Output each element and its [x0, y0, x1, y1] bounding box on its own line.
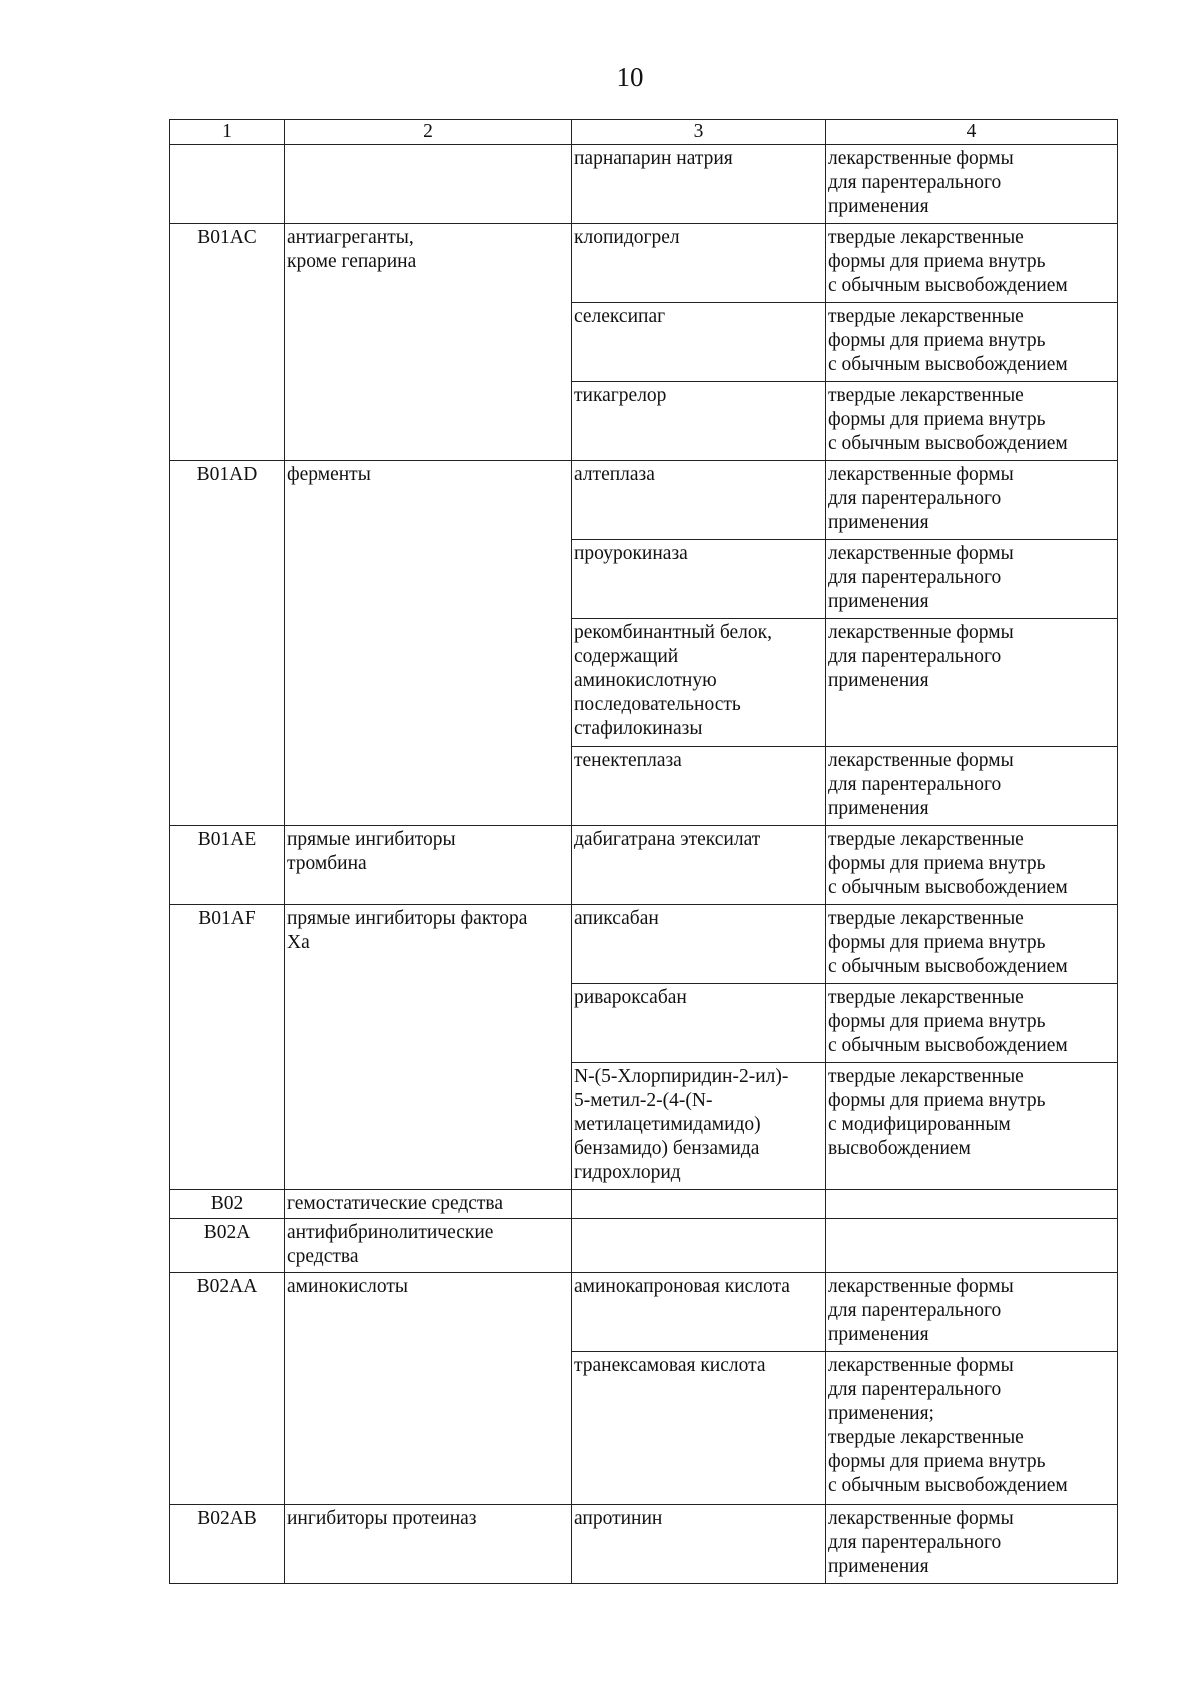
header-col-4: 4	[826, 120, 1118, 145]
dosage-form-cell: лекарственные формы для парентерального применения	[826, 619, 1118, 747]
header-col-1: 1	[170, 120, 285, 145]
dosage-form-cell: твердые лекарственные формы для приема внутрь с обычным высвобождением	[826, 303, 1118, 382]
drug-cell: ривароксабан	[572, 984, 826, 1063]
atc-code-cell: B02AA	[170, 1273, 285, 1505]
atc-code-cell: B01AD	[170, 461, 285, 826]
dosage-form-cell: лекарственные формы для парентерального применения	[826, 1273, 1118, 1352]
table-header-row	[170, 120, 1118, 145]
dosage-form-cell: лекарственные формы для парентерального применения	[826, 461, 1118, 540]
dosage-form-cell: твердые лекарственные формы для приема внутрь с обычным высвобождением	[826, 382, 1118, 461]
atc-code-cell: B01AC	[170, 224, 285, 461]
drug-cell: дабигатрана этексилат	[572, 826, 826, 905]
atc-code-cell: B01AF	[170, 905, 285, 1190]
drug-cell: тикагрелор	[572, 382, 826, 461]
table-row	[170, 1505, 1118, 1584]
dosage-form-cell	[826, 1219, 1118, 1273]
table-row	[170, 905, 1118, 984]
group-cell: гемостатические средства	[285, 1190, 572, 1219]
dosage-form-cell: лекарственные формы для парентерального применения	[826, 145, 1118, 224]
drug-cell: алтеплаза	[572, 461, 826, 540]
header-col-3: 3	[572, 120, 826, 145]
atc-code-cell	[170, 145, 285, 224]
drug-cell	[572, 1190, 826, 1219]
dosage-form-cell	[826, 1190, 1118, 1219]
drug-cell: парнапарин натрия	[572, 145, 826, 224]
drug-cell: аминокапроновая кислота	[572, 1273, 826, 1352]
group-cell: аминокислоты	[285, 1273, 572, 1505]
group-cell	[285, 145, 572, 224]
group-cell: ингибиторы протеиназ	[285, 1505, 572, 1584]
table-row	[170, 826, 1118, 905]
dosage-form-cell: твердые лекарственные формы для приема внутрь с обычным высвобождением	[826, 224, 1118, 303]
table-row	[170, 224, 1118, 303]
atc-code-cell: B02AB	[170, 1505, 285, 1584]
table-row	[170, 1190, 1118, 1219]
dosage-form-cell: твердые лекарственные формы для приема внутрь с обычным высвобождением	[826, 826, 1118, 905]
header-col-2: 2	[285, 120, 572, 145]
drug-cell	[572, 1219, 826, 1273]
dosage-form-cell: твердые лекарственные формы для приема внутрь с обычным высвобождением	[826, 905, 1118, 984]
table-row	[170, 461, 1118, 540]
drug-cell: тенектеплаза	[572, 747, 826, 826]
atc-code-cell: B02	[170, 1190, 285, 1219]
group-cell: антифибринолитические средства	[285, 1219, 572, 1273]
atc-code-cell: B02A	[170, 1219, 285, 1273]
drug-cell: N-(5-Хлорпиридин-2-ил)- 5-метил-2-(4-(N- метилацетимидамидо) бензамидо) бензамида гидрохлорид	[572, 1063, 826, 1190]
drug-cell: селексипаг	[572, 303, 826, 382]
drug-cell: транексамовая кислота	[572, 1352, 826, 1505]
group-cell: антиагреганты, кроме гепарина	[285, 224, 572, 461]
drug-table	[169, 119, 1118, 1584]
drug-cell: проурокиназа	[572, 540, 826, 619]
dosage-form-cell: лекарственные формы для парентерального применения	[826, 747, 1118, 826]
atc-code-cell: B01AE	[170, 826, 285, 905]
table-row	[170, 145, 1118, 224]
group-cell: ферменты	[285, 461, 572, 826]
dosage-form-cell: твердые лекарственные формы для приема внутрь с обычным высвобождением	[826, 984, 1118, 1063]
drug-cell: апиксабан	[572, 905, 826, 984]
group-cell: прямые ингибиторы тромбина	[285, 826, 572, 905]
drug-cell: рекомбинантный белок, содержащий аминокислотную последовательность стафилокиназы	[572, 619, 826, 747]
table-row	[170, 1219, 1118, 1273]
drug-cell: апротинин	[572, 1505, 826, 1584]
group-cell: прямые ингибиторы фактора Xa	[285, 905, 572, 1190]
page-number: 10	[616, 62, 644, 92]
dosage-form-cell: лекарственные формы для парентерального применения; твердые лекарственные формы для приема внутрь с обычным высвобождением	[826, 1352, 1118, 1505]
drug-cell: клопидогрел	[572, 224, 826, 303]
dosage-form-cell: лекарственные формы для парентерального применения	[826, 540, 1118, 619]
dosage-form-cell: твердые лекарственные формы для приема внутрь с модифицированным высвобождением	[826, 1063, 1118, 1190]
table-row	[170, 1273, 1118, 1352]
dosage-form-cell: лекарственные формы для парентерального применения	[826, 1505, 1118, 1584]
